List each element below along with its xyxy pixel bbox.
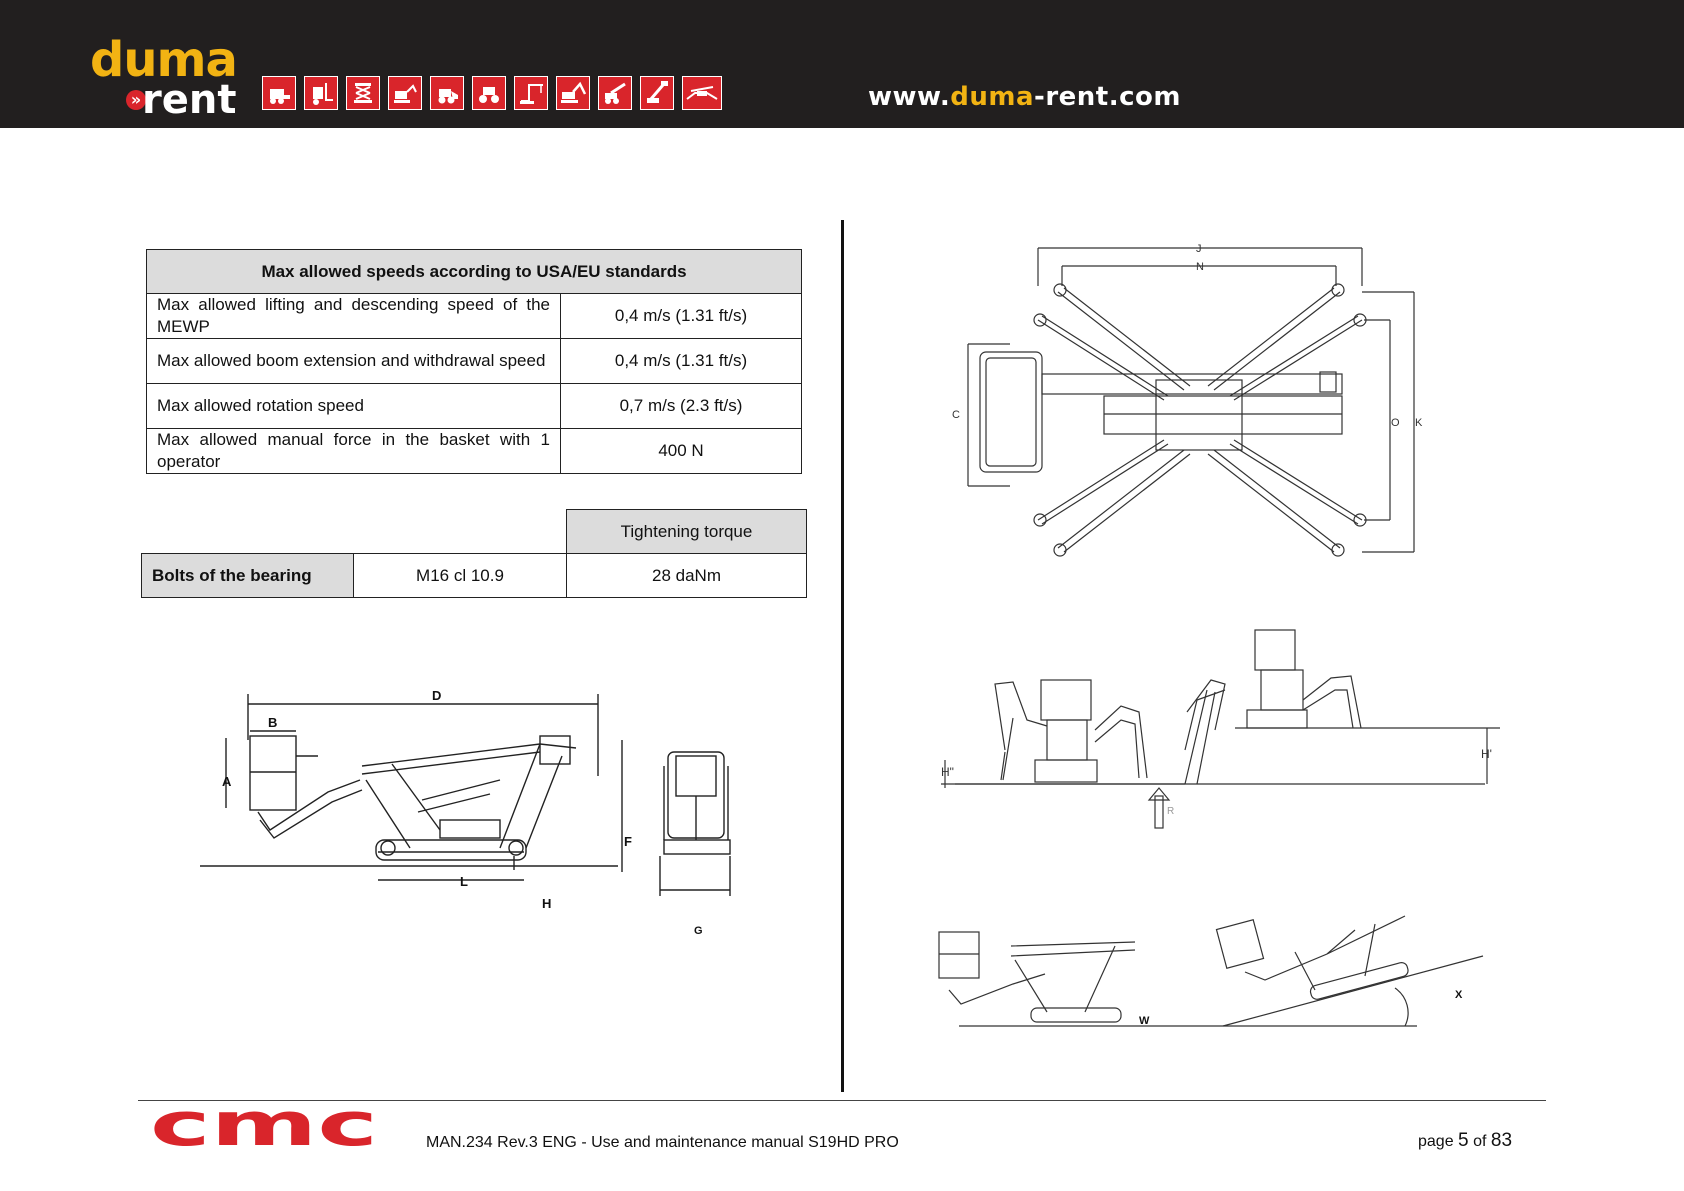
speed-value: 0,4 m/s (1.31 ft/s)	[561, 339, 802, 384]
top-view-dimension-drawing	[950, 240, 1423, 560]
page-total: 83	[1490, 1130, 1513, 1151]
torque-row-spec: M16 cl 10.9	[354, 554, 567, 598]
dim-label-w: W	[1139, 1015, 1150, 1027]
dim-label-r: R	[1167, 806, 1175, 817]
dim-label-f: F	[624, 834, 632, 849]
speed-label: Max allowed lifting and descending speed of the MEWP	[147, 294, 561, 339]
cmc-logo[interactable]	[150, 1090, 380, 1160]
speeds-table-title: Max allowed speeds according to USA/EU standards	[147, 250, 802, 294]
dim-label-c: C	[952, 409, 960, 421]
page-current: 5	[1458, 1130, 1469, 1151]
dim-label-k: K	[1415, 417, 1423, 429]
speed-label: Max allowed rotation speed	[147, 384, 561, 429]
excavator-icon[interactable]	[556, 76, 590, 110]
speed-value: 400 N	[561, 429, 802, 474]
dim-label-a: A	[222, 774, 232, 789]
boom-lift-icon[interactable]	[640, 76, 674, 110]
slope-view-drawing	[935, 880, 1495, 1040]
torque-header: Tightening torque	[567, 510, 807, 554]
column-divider	[841, 220, 844, 1092]
dim-label-h1: H'	[1481, 747, 1492, 761]
dim-label-h2: H"	[941, 765, 954, 779]
side-view-dimension-drawing	[200, 680, 760, 950]
forklift-icon[interactable]	[304, 76, 338, 110]
table-row	[142, 554, 807, 598]
cmc-logo-text: cmc	[150, 1090, 378, 1160]
dim-label-b: B	[268, 715, 278, 730]
max-speeds-table	[146, 249, 802, 474]
skid-steer-icon[interactable]	[262, 76, 296, 110]
dim-label-j: J	[1196, 243, 1202, 255]
logo-duma-text: duma	[90, 32, 237, 88]
manual-title: MAN.234 Rev.3 ENG - Use and maintenance manual S19HD PRO	[426, 1134, 899, 1151]
website-prefix: www.	[868, 82, 951, 112]
dim-label-g: G	[694, 925, 703, 937]
table-row	[147, 339, 802, 384]
wheel-loader-icon[interactable]	[430, 76, 464, 110]
front-outrigger-drawing	[935, 620, 1505, 830]
torque-blank-cell	[142, 510, 567, 554]
table-row	[147, 384, 802, 429]
speed-value: 0,4 m/s (1.31 ft/s)	[561, 294, 802, 339]
page-of: of	[1473, 1133, 1487, 1150]
page-number	[1418, 1130, 1512, 1152]
dim-label-l: L	[460, 874, 468, 889]
logo-rent-text: rent	[142, 77, 237, 123]
table-row	[147, 429, 802, 474]
speed-label: Max allowed manual force in the basket with 1 operator	[147, 429, 561, 474]
website-brand: duma	[950, 82, 1035, 112]
torque-table	[141, 509, 807, 598]
logo-arrow-icon: »	[126, 90, 146, 110]
dim-label-d: D	[432, 688, 442, 703]
dim-label-o: O	[1391, 417, 1400, 429]
spider-lift-icon[interactable]	[682, 76, 722, 110]
crane-icon[interactable]	[514, 76, 548, 110]
header-bar	[0, 0, 1684, 128]
torque-row-label: Bolts of the bearing	[142, 554, 354, 598]
compactor-icon[interactable]	[472, 76, 506, 110]
telehandler-icon[interactable]	[598, 76, 632, 110]
torque-row-value: 28 daNm	[567, 554, 807, 598]
scissor-lift-icon[interactable]	[346, 76, 380, 110]
website-url[interactable]	[868, 82, 1181, 112]
dim-label-n: N	[1196, 261, 1204, 273]
table-row	[147, 294, 802, 339]
website-suffix: -rent.com	[1034, 82, 1181, 112]
speed-value: 0,7 m/s (2.3 ft/s)	[561, 384, 802, 429]
dim-label-x: X	[1455, 989, 1463, 1001]
dim-label-h: H	[542, 896, 552, 911]
speed-label: Max allowed boom extension and withdrawal speed	[147, 339, 561, 384]
mini-excavator-icon[interactable]	[388, 76, 422, 110]
page-prefix: page	[1418, 1133, 1454, 1150]
